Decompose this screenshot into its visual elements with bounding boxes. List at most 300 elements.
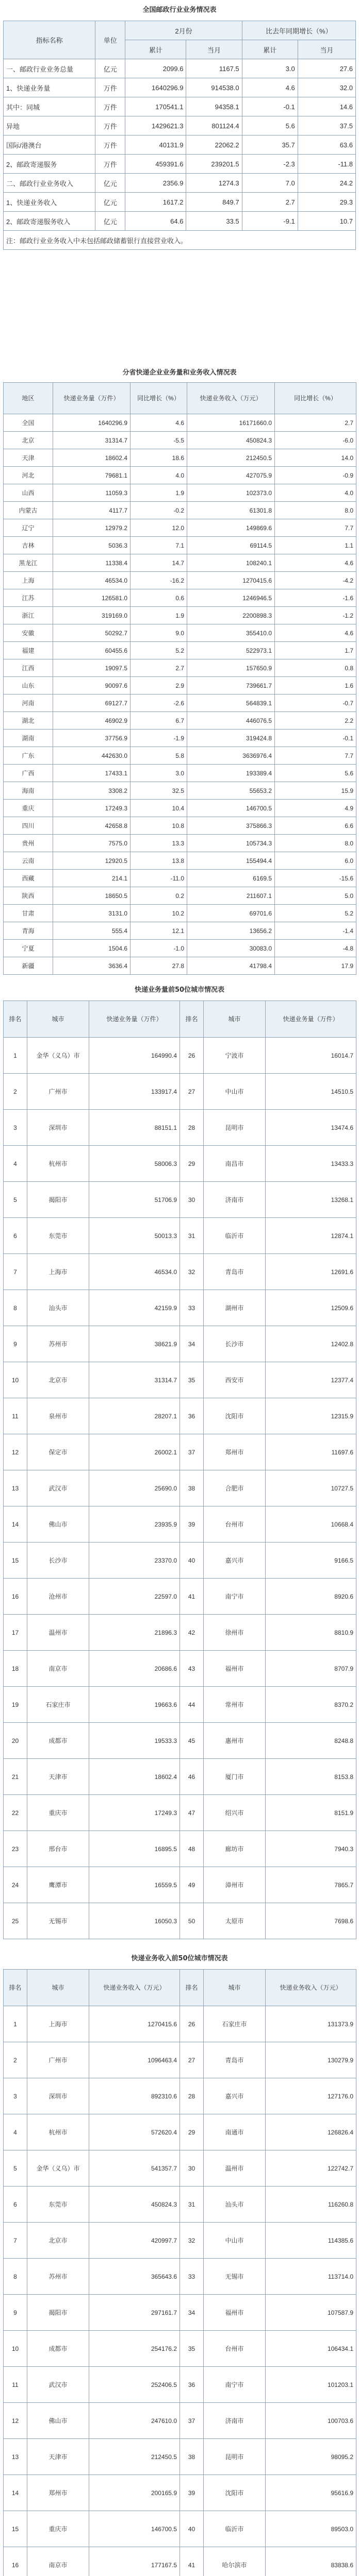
header-rank: 排名 <box>4 1001 27 1038</box>
table-row <box>4 1074 356 1110</box>
volume-growth-cell: 5.2 <box>130 642 187 659</box>
indicator-cell: 一、邮政行业业务总量 <box>4 59 95 78</box>
indicator-cell: 1、快递业务收入 <box>4 193 95 212</box>
rank-cell: 49 <box>180 1867 204 1903</box>
region-cell: 山东 <box>4 677 53 694</box>
section-title: 快递业务量前50位城市情况表 <box>134 986 225 994</box>
growth-cumulative-cell: 5.6 <box>242 116 298 135</box>
top50-volume-section <box>0 980 359 1948</box>
indicator-cell: 其中：同城 <box>4 97 95 116</box>
rank-cell: 3 <box>4 1110 27 1146</box>
volume-cell: 8151.9 <box>266 1795 356 1831</box>
growth-month-cell: 24.2 <box>298 174 355 193</box>
volume-cell: 22597.0 <box>89 1579 180 1615</box>
revenue-growth-cell: 7.7 <box>275 747 356 765</box>
rank-cell: 9 <box>4 2295 27 2331</box>
rank-cell: 48 <box>180 1831 204 1867</box>
revenue-cell: 130279.9 <box>266 2042 356 2078</box>
table-row <box>4 1867 356 1903</box>
city-cell: 揭阳市 <box>27 1182 89 1218</box>
revenue-cell: 89503.0 <box>266 2511 356 2547</box>
table-row <box>4 1831 356 1867</box>
volume-growth-cell: 32.5 <box>130 782 187 800</box>
rank-cell: 4 <box>4 1146 27 1182</box>
table-row <box>4 116 356 135</box>
city-cell: 南京市 <box>27 2547 89 2576</box>
city-cell: 青岛市 <box>204 1254 266 1290</box>
volume-growth-cell: 0.6 <box>130 589 187 607</box>
volume-cell: 10668.4 <box>266 1506 356 1543</box>
volume-cell: 42658.8 <box>53 817 130 835</box>
city-cell: 中山市 <box>204 1074 266 1110</box>
rank-cell: 36 <box>180 1398 204 1434</box>
city-cell: 石家庄市 <box>204 2006 266 2042</box>
table-row <box>4 1146 356 1182</box>
month-cell: 1274.3 <box>186 174 242 193</box>
table-row <box>4 1579 356 1615</box>
rank-cell: 15 <box>4 2511 27 2547</box>
growth-cumulative-cell: 4.6 <box>242 78 298 97</box>
city-cell: 金华（义乌）市 <box>27 2150 89 2187</box>
revenue-cell: 149869.6 <box>187 519 275 537</box>
volume-cell: 3308.2 <box>53 782 130 800</box>
volume-cell: 13433.3 <box>266 1146 356 1182</box>
volume-growth-cell: 6.7 <box>130 712 187 730</box>
city-cell: 杭州市 <box>27 1146 89 1182</box>
cumulative-cell: 2356.9 <box>125 174 186 193</box>
revenue-cell: 146700.5 <box>89 2511 180 2547</box>
region-cell: 西藏 <box>4 870 53 887</box>
city-cell: 宁波市 <box>204 1038 266 1074</box>
revenue-cell: 739661.7 <box>187 677 275 694</box>
city-cell: 重庆市 <box>27 1795 89 1831</box>
growth-month-cell: 63.6 <box>298 135 355 155</box>
table-row <box>4 537 356 554</box>
volume-cell: 12691.6 <box>266 1254 356 1290</box>
rank-cell: 16 <box>4 2547 27 2576</box>
revenue-cell: 1096463.4 <box>89 2042 180 2078</box>
table-row <box>4 502 356 519</box>
header-city: 城市 <box>27 1001 89 1038</box>
volume-cell: 17433.1 <box>53 765 130 782</box>
rank-cell: 38 <box>180 1470 204 1506</box>
region-cell: 江苏 <box>4 589 53 607</box>
top50-volume-table <box>3 1001 356 1939</box>
volume-cell: 37756.9 <box>53 730 130 747</box>
growth-cumulative-cell: 35.7 <box>242 135 298 155</box>
revenue-growth-cell: 4.6 <box>275 624 356 642</box>
table-row <box>4 1038 356 1074</box>
rank-cell: 37 <box>180 1434 204 1470</box>
rank-cell: 26 <box>180 2006 204 2042</box>
rank-cell: 32 <box>180 1254 204 1290</box>
cumulative-cell: 1640296.9 <box>125 78 186 97</box>
volume-cell: 3636.4 <box>53 957 130 975</box>
table-row <box>4 747 356 765</box>
revenue-growth-cell: 0.8 <box>275 659 356 677</box>
volume-cell: 26002.1 <box>89 1434 180 1470</box>
revenue-cell: 155494.4 <box>187 852 275 870</box>
revenue-cell: 101203.1 <box>266 2367 356 2403</box>
indicator-cell: 1、快递业务量 <box>4 78 95 97</box>
volume-growth-cell: 4.6 <box>130 414 187 432</box>
header-volume: 快递业务量（万件） <box>53 383 130 414</box>
growth-month-cell: 32.0 <box>298 78 355 97</box>
table-row <box>4 1254 356 1290</box>
rank-cell: 14 <box>4 2475 27 2511</box>
growth-month-cell: 10.7 <box>298 212 355 231</box>
volume-cell: 88151.1 <box>89 1110 180 1146</box>
header-month: 当月 <box>186 40 242 59</box>
revenue-cell: 95616.9 <box>266 2475 356 2511</box>
table-row <box>4 1326 356 1362</box>
table-row <box>4 607 356 624</box>
volume-growth-cell: 9.0 <box>130 624 187 642</box>
revenue-cell: 114385.6 <box>266 2223 356 2259</box>
rank-cell: 13 <box>4 1470 27 1506</box>
unit-cell: 万件 <box>95 116 125 135</box>
table-row <box>4 212 356 231</box>
volume-growth-cell: 12.1 <box>130 922 187 940</box>
header-cumulative: 累计 <box>125 40 186 59</box>
region-cell: 甘肃 <box>4 905 53 922</box>
section-title: 分省快递企业业务量和业务收入情况表 <box>122 369 237 377</box>
city-cell: 深圳市 <box>27 1110 89 1146</box>
volume-cell: 31314.7 <box>89 1362 180 1398</box>
volume-cell: 23935.9 <box>89 1506 180 1543</box>
growth-month-cell: 29.3 <box>298 193 355 212</box>
region-cell: 福建 <box>4 642 53 659</box>
table-row <box>4 1110 356 1146</box>
volume-growth-cell: 1.9 <box>130 607 187 624</box>
revenue-growth-cell: 8.0 <box>275 835 356 852</box>
table-row <box>4 957 356 975</box>
volume-cell: 8920.6 <box>266 1579 356 1615</box>
revenue-cell: 450824.3 <box>89 2187 180 2223</box>
revenue-cell: 100703.6 <box>266 2403 356 2439</box>
header-indicator: 指标名称 <box>4 21 95 59</box>
month-cell: 94358.1 <box>186 97 242 116</box>
city-cell: 石家庄市 <box>27 1687 89 1723</box>
revenue-growth-cell: -15.6 <box>275 870 356 887</box>
volume-cell: 42159.9 <box>89 1290 180 1326</box>
table-row <box>4 2295 356 2331</box>
revenue-growth-cell: 2.2 <box>275 712 356 730</box>
volume-cell: 21896.3 <box>89 1615 180 1651</box>
rank-cell: 13 <box>4 2439 27 2475</box>
rank-cell: 8 <box>4 2259 27 2295</box>
rank-cell: 14 <box>4 1506 27 1543</box>
table-row <box>4 414 356 432</box>
volume-growth-cell: 18.6 <box>130 449 187 467</box>
rank-cell: 12 <box>4 2403 27 2439</box>
volume-growth-cell: 10.4 <box>130 800 187 817</box>
region-cell: 重庆 <box>4 800 53 817</box>
revenue-growth-cell: 1.7 <box>275 642 356 659</box>
city-cell: 上海市 <box>27 2006 89 2042</box>
revenue-cell: 146700.5 <box>187 800 275 817</box>
city-cell: 南宁市 <box>204 1579 266 1615</box>
table-row <box>4 2367 356 2403</box>
region-cell: 天津 <box>4 449 53 467</box>
rank-cell: 39 <box>180 1506 204 1543</box>
table-row <box>4 78 356 97</box>
rank-cell: 11 <box>4 1398 27 1434</box>
volume-cell: 8153.8 <box>266 1759 356 1795</box>
volume-cell: 12979.2 <box>53 519 130 537</box>
volume-cell: 90097.6 <box>53 677 130 694</box>
revenue-cell: 113714.0 <box>266 2259 356 2295</box>
header-revenue-growth: 同比增长（%） <box>275 383 356 414</box>
header-volume-growth: 同比增长（%） <box>130 383 187 414</box>
table-note: 注：邮政行业业务收入中未包括邮政储蓄银行直接营业收入。 <box>4 231 356 250</box>
city-cell: 台州市 <box>204 2331 266 2367</box>
city-cell: 成都市 <box>27 1723 89 1759</box>
region-cell: 湖北 <box>4 712 53 730</box>
region-cell: 吉林 <box>4 537 53 554</box>
revenue-cell: 127176.0 <box>266 2078 356 2114</box>
rank-cell: 31 <box>180 1218 204 1254</box>
city-cell: 临沂市 <box>204 2511 266 2547</box>
revenue-growth-cell: -1.6 <box>275 589 356 607</box>
region-cell: 河南 <box>4 694 53 712</box>
volume-cell: 17249.3 <box>53 800 130 817</box>
month-cell: 914538.0 <box>186 78 242 97</box>
revenue-cell: 564839.1 <box>187 694 275 712</box>
header-revenue: 快递业务收入（万元） <box>89 1970 180 2006</box>
revenue-growth-cell: 7.7 <box>275 519 356 537</box>
table-row <box>4 2078 356 2114</box>
header-revenue: 快递业务收入（万元） <box>187 383 275 414</box>
header-revenue: 快递业务收入（万元） <box>266 1970 356 2006</box>
volume-cell: 60455.6 <box>53 642 130 659</box>
rank-cell: 36 <box>180 2367 204 2403</box>
rank-cell: 28 <box>180 2078 204 2114</box>
table-row <box>4 519 356 537</box>
city-cell: 西安市 <box>204 1362 266 1398</box>
volume-growth-cell: 0.2 <box>130 887 187 905</box>
rank-cell: 39 <box>180 2475 204 2511</box>
table-row <box>4 2259 356 2295</box>
region-cell: 江西 <box>4 659 53 677</box>
header-city: 城市 <box>204 1001 266 1038</box>
rank-cell: 33 <box>180 1290 204 1326</box>
unit-cell: 万件 <box>95 155 125 174</box>
revenue-cell: 107587.9 <box>266 2295 356 2331</box>
region-cell: 广东 <box>4 747 53 765</box>
province-section <box>0 364 359 977</box>
city-cell: 昆明市 <box>204 2439 266 2475</box>
city-cell: 郑州市 <box>27 2475 89 2511</box>
city-cell: 广州市 <box>27 1074 89 1110</box>
city-cell: 保定市 <box>27 1434 89 1470</box>
volume-cell: 7940.3 <box>266 1831 356 1867</box>
revenue-cell: 177167.5 <box>89 2547 180 2576</box>
volume-growth-cell: 13.3 <box>130 835 187 852</box>
header-month-group: 2月份 <box>125 21 242 40</box>
revenue-cell: 1270415.6 <box>187 572 275 589</box>
rank-cell: 12 <box>4 1434 27 1470</box>
revenue-growth-cell: 14.0 <box>275 449 356 467</box>
volume-cell: 46534.0 <box>53 572 130 589</box>
volume-growth-cell: 7.1 <box>130 537 187 554</box>
rank-cell: 25 <box>4 1903 27 1939</box>
volume-cell: 12377.4 <box>266 1362 356 1398</box>
revenue-cell: 319424.8 <box>187 730 275 747</box>
revenue-cell: 1246946.5 <box>187 589 275 607</box>
revenue-cell: 83838.6 <box>266 2547 356 2576</box>
unit-cell: 亿元 <box>95 174 125 193</box>
table-row <box>4 484 356 502</box>
table-row <box>4 467 356 484</box>
volume-cell: 9166.5 <box>266 1543 356 1579</box>
table-row <box>4 1470 356 1506</box>
national-summary-table <box>3 21 356 250</box>
region-cell: 辽宁 <box>4 519 53 537</box>
revenue-growth-cell: -0.9 <box>275 467 356 484</box>
revenue-cell: 375866.3 <box>187 817 275 835</box>
city-cell: 无锡市 <box>204 2259 266 2295</box>
volume-cell: 16559.5 <box>89 1867 180 1903</box>
city-cell: 成都市 <box>27 2331 89 2367</box>
revenue-cell: 13656.2 <box>187 922 275 940</box>
region-cell: 浙江 <box>4 607 53 624</box>
city-cell: 天津市 <box>27 1759 89 1795</box>
city-cell: 青岛市 <box>204 2042 266 2078</box>
unit-cell: 亿元 <box>95 212 125 231</box>
rank-cell: 31 <box>180 2187 204 2223</box>
table-row <box>4 1723 356 1759</box>
volume-growth-cell: 2.9 <box>130 677 187 694</box>
city-cell: 台州市 <box>204 1506 266 1543</box>
table-row <box>4 730 356 747</box>
city-cell: 福州市 <box>204 2295 266 2331</box>
volume-cell: 11697.6 <box>266 1434 356 1470</box>
city-cell: 汕头市 <box>27 1290 89 1326</box>
revenue-growth-cell: 5.2 <box>275 905 356 922</box>
header-growth-group: 比去年同期增长（%） <box>242 21 355 40</box>
revenue-cell: 55653.2 <box>187 782 275 800</box>
volume-cell: 28207.1 <box>89 1398 180 1434</box>
volume-cell: 8707.9 <box>266 1651 356 1687</box>
volume-growth-cell: -1.9 <box>130 730 187 747</box>
revenue-growth-cell: 1.6 <box>275 677 356 694</box>
city-cell: 哈尔滨市 <box>204 2547 266 2576</box>
revenue-growth-cell: -4.2 <box>275 572 356 589</box>
revenue-growth-cell: 4.9 <box>275 800 356 817</box>
volume-cell: 50013.3 <box>89 1218 180 1254</box>
volume-cell: 69127.7 <box>53 694 130 712</box>
region-cell: 海南 <box>4 782 53 800</box>
volume-cell: 13474.6 <box>266 1110 356 1146</box>
rank-cell: 29 <box>180 2114 204 2150</box>
revenue-cell: 200165.9 <box>89 2475 180 2511</box>
revenue-cell: 211607.1 <box>187 887 275 905</box>
revenue-cell: 116260.8 <box>266 2187 356 2223</box>
header-volume: 快递业务量（万件） <box>266 1001 356 1038</box>
table-row <box>4 694 356 712</box>
month-cell: 33.5 <box>186 212 242 231</box>
table-row <box>4 97 356 116</box>
rank-cell: 8 <box>4 1290 27 1326</box>
header-region: 地区 <box>4 383 53 414</box>
volume-cell: 12509.6 <box>266 1290 356 1326</box>
rank-cell: 47 <box>180 1795 204 1831</box>
city-cell: 合肥市 <box>204 1470 266 1506</box>
volume-growth-cell: 5.8 <box>130 747 187 765</box>
city-cell: 徐州市 <box>204 1615 266 1651</box>
table-row <box>4 2187 356 2223</box>
revenue-cell: 892310.6 <box>89 2078 180 2114</box>
header-rank: 排名 <box>180 1970 204 2006</box>
volume-cell: 20686.6 <box>89 1651 180 1687</box>
top50-revenue-table <box>3 1969 356 2576</box>
rank-cell: 27 <box>180 1074 204 1110</box>
revenue-cell: 212450.5 <box>187 449 275 467</box>
volume-cell: 38621.9 <box>89 1326 180 1362</box>
table-row <box>4 1290 356 1326</box>
revenue-growth-cell: -0.1 <box>275 730 356 747</box>
city-cell: 南宁市 <box>204 2367 266 2403</box>
volume-cell: 46534.0 <box>89 1254 180 1290</box>
volume-cell: 7698.6 <box>266 1903 356 1939</box>
table-row <box>4 1506 356 1543</box>
revenue-growth-cell: -6.0 <box>275 432 356 449</box>
rank-cell: 2 <box>4 2042 27 2078</box>
rank-cell: 23 <box>4 1831 27 1867</box>
volume-cell: 31314.7 <box>53 432 130 449</box>
rank-cell: 18 <box>4 1651 27 1687</box>
city-cell: 佛山市 <box>27 2403 89 2439</box>
region-cell: 安徽 <box>4 624 53 642</box>
city-cell: 济南市 <box>204 2403 266 2439</box>
table-row <box>4 193 356 212</box>
city-cell: 东莞市 <box>27 2187 89 2223</box>
rank-cell: 4 <box>4 2114 27 2150</box>
revenue-growth-cell: 17.9 <box>275 957 356 975</box>
region-cell: 河北 <box>4 467 53 484</box>
rank-cell: 5 <box>4 1182 27 1218</box>
month-cell: 849.7 <box>186 193 242 212</box>
city-cell: 东莞市 <box>27 1218 89 1254</box>
rank-cell: 41 <box>180 2547 204 2576</box>
rank-cell: 17 <box>4 1615 27 1651</box>
volume-growth-cell: 27.8 <box>130 957 187 975</box>
rank-cell: 5 <box>4 2150 27 2187</box>
header-volume: 快递业务量（万件） <box>89 1001 180 1038</box>
volume-growth-cell: -5.5 <box>130 432 187 449</box>
city-cell: 惠州市 <box>204 1723 266 1759</box>
region-cell: 青海 <box>4 922 53 940</box>
revenue-growth-cell: 6.0 <box>275 852 356 870</box>
rank-cell: 42 <box>180 1615 204 1651</box>
table-row <box>4 782 356 800</box>
volume-cell: 442630.0 <box>53 747 130 765</box>
volume-cell: 1640296.9 <box>53 414 130 432</box>
rank-cell: 35 <box>180 1362 204 1398</box>
growth-month-cell: 37.5 <box>298 116 355 135</box>
section-title: 全国邮政行业业务情况表 <box>142 6 217 14</box>
revenue-cell: 541357.7 <box>89 2150 180 2187</box>
rank-cell: 33 <box>180 2259 204 2295</box>
header-unit: 单位 <box>95 21 125 59</box>
rank-cell: 34 <box>180 1326 204 1362</box>
cumulative-cell: 2099.6 <box>125 59 186 78</box>
city-cell: 临沂市 <box>204 1218 266 1254</box>
table-row <box>4 135 356 155</box>
volume-cell: 1504.6 <box>53 940 130 957</box>
volume-cell: 16050.3 <box>89 1903 180 1939</box>
